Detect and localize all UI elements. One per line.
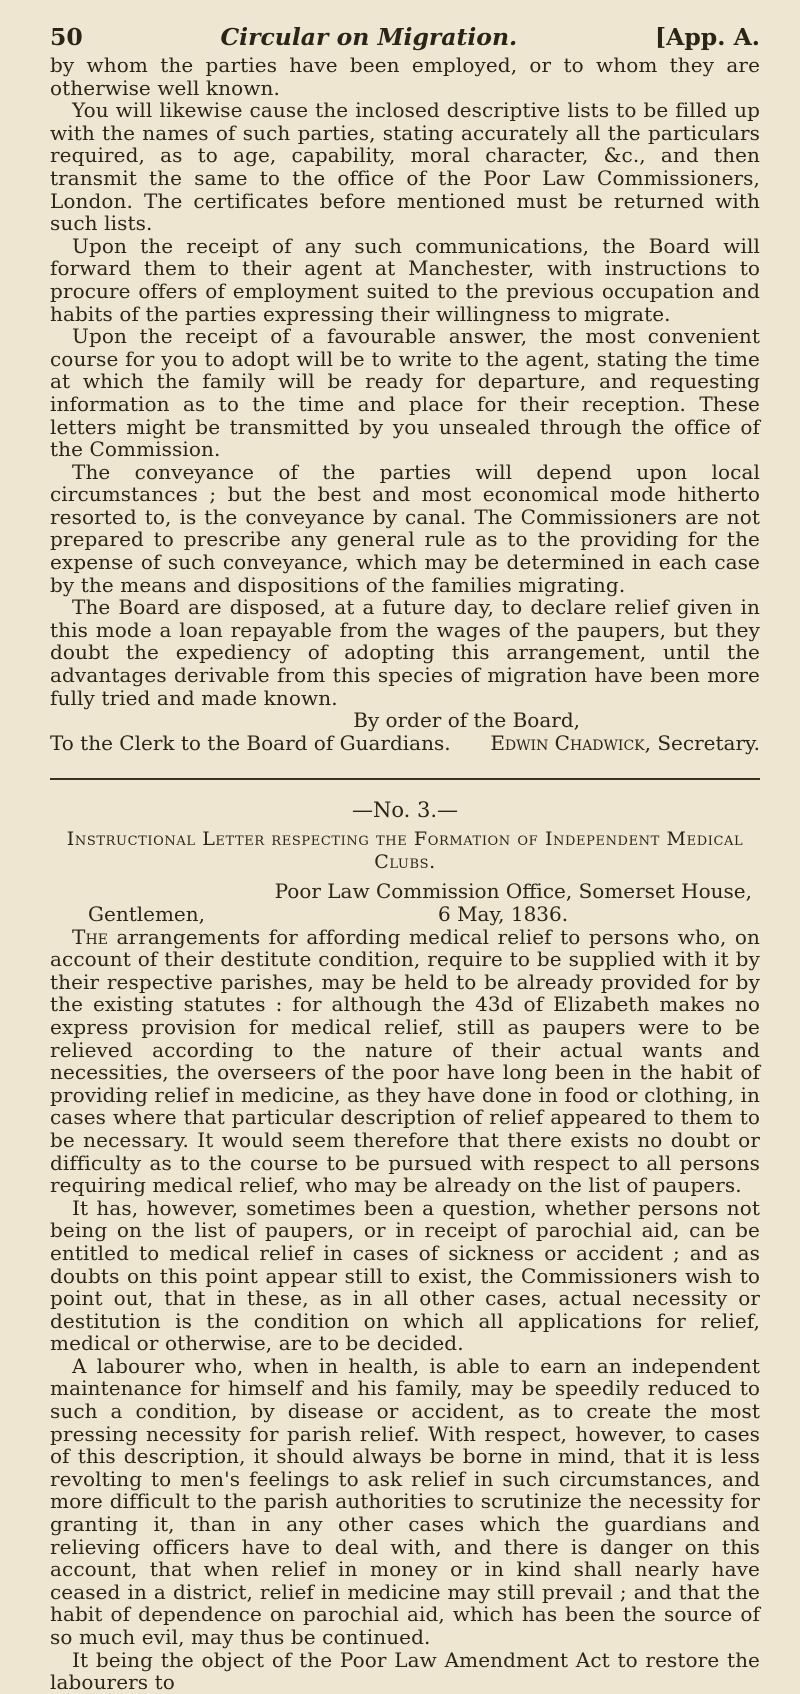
paragraph: A labourer who, when in health, is able to earn an independent maintenance for himself and his family, may be speedily reduced to such a condition, by disease or accident, as to create the most pressing necessity for parish relief. With respect, however, to cases of this description, it should always be borne in mind, that it is less revolting to men's feelings to ask relief in such circumstances, and more difficult to the parish authorities to scrutinize the necessity for granting it, than in any other cases which the guardians and relieving officers have to deal with, and there is danger on this account, that when relief in money or in kind shall nearly have ceased in a district, relief in medicine may still prevail ; and that the habit of dependence on parochial aid, which has been the source of so much evil, may thus be continued. — [50, 1353, 760, 1649]
salutation-row — [50, 903, 760, 926]
signer-title: Secretary. — [657, 730, 760, 755]
appendix-label: [App. A. — [654, 23, 760, 51]
paragraph: Upon the receipt of any such communications, the Board will forward them to their agent at Manchester, with instructions to procure offers of employment suited to the previous occupation and habits of the parties expressing their willingness to migrate. — [50, 233, 760, 326]
paragraph: It has, however, sometimes been a question, whether persons not being on the list of paupers, or in receipt of parochial aid, can be entitled to medical relief in cases of sickness or accident ; and as doubts on this point appear still to exist, the Commissioners wish to point out, that in these, as in all other cases, actual necessity or destitution is the condition on which all applications for relief, medical or otherwise, are to be decided. — [50, 1195, 760, 1356]
paragraph: by whom the parties have been employed, or to whom they are otherwise well known. — [50, 53, 760, 100]
paragraph-text: arrangements for affording medical relief to persons who, on account of their destitute condition, require to be supplied with it by their respective parishes, may be held to be already provided for by the existing statutes : for although the 43d of Elizabeth makes no express provision for medical relief, still as paupers were to be relieved according to the nature of their actual wants and necessities, the overseers of the poor have long been in the habit of providing relief in medicine, as they have done in food or clothing, in cases where that particular description of relief appeared to them to be necessary. It would seem therefore that there exists no doubt or difficulty as to the course to be pursued with respect to all persons requiring medical relief, who may be already on the list of paupers. — [50, 924, 760, 1198]
text-column — [50, 20, 760, 1694]
signature-row — [50, 732, 760, 755]
running-title: Circular on Migration. — [220, 23, 518, 51]
paragraph: The Board are disposed, at a future day, to declare relief given in this mode a loan repayable from the wages of the paupers, but they doubt the expediency of adopting this arrangement, until the advantages derivable from this species of migration have been more fully tried and made known. — [50, 595, 760, 710]
page-number: 50 — [50, 23, 83, 51]
paragraph: Upon the receipt of a favourable answer, the most convenient course for you to adopt will be to write to the agent, stating the time at which the family will be ready for departure, and requesting information as to the time and place for their reception. These letters might be transmitted by you unsealed through the office of the Commission. — [50, 324, 760, 462]
salutation: Gentlemen, — [88, 902, 206, 926]
running-head — [50, 20, 760, 54]
signer-name: Edwin Chadwick, — [490, 730, 651, 755]
section-heading: Instructional Letter respecting the Formation of Independent Medical Clubs. — [66, 828, 744, 874]
signer — [490, 732, 760, 755]
section-number: —No. 3.— — [351, 798, 459, 823]
paragraph — [50, 926, 760, 1197]
letter-date: 6 May, 1836. — [438, 902, 569, 926]
paragraph: You will likewise cause the inclosed descriptive lists to be filled up with the names of such parties, stating accurately all the particulars required, as to age, capability, moral character, &c., and then transmit the same to the office of the Poor Law Commissioners, London. The certificates before mentioned must be returned with such lists. — [50, 98, 760, 236]
section-divider — [50, 778, 760, 780]
addressee: To the Clerk to the Board of Guardians. — [50, 730, 451, 755]
paragraph: The conveyance of the parties will depend upon local circumstances ; but the best and most economical mode hitherto resorted to, is the conveyance by canal. The Commissioners are not prepared to prescribe any general rule as to the providing for the expense of such conveyance, which may be determined in each case by the means and dispositions of the families migrating. — [50, 459, 760, 597]
by-order-line: By order of the Board, — [353, 708, 580, 733]
lead-word: The — [72, 924, 109, 949]
paragraph: It being the object of the Poor Law Amendment Act to restore the labourers to — [50, 1647, 760, 1694]
office-line: Poor Law Commission Office, Somerset House, — [274, 879, 752, 904]
